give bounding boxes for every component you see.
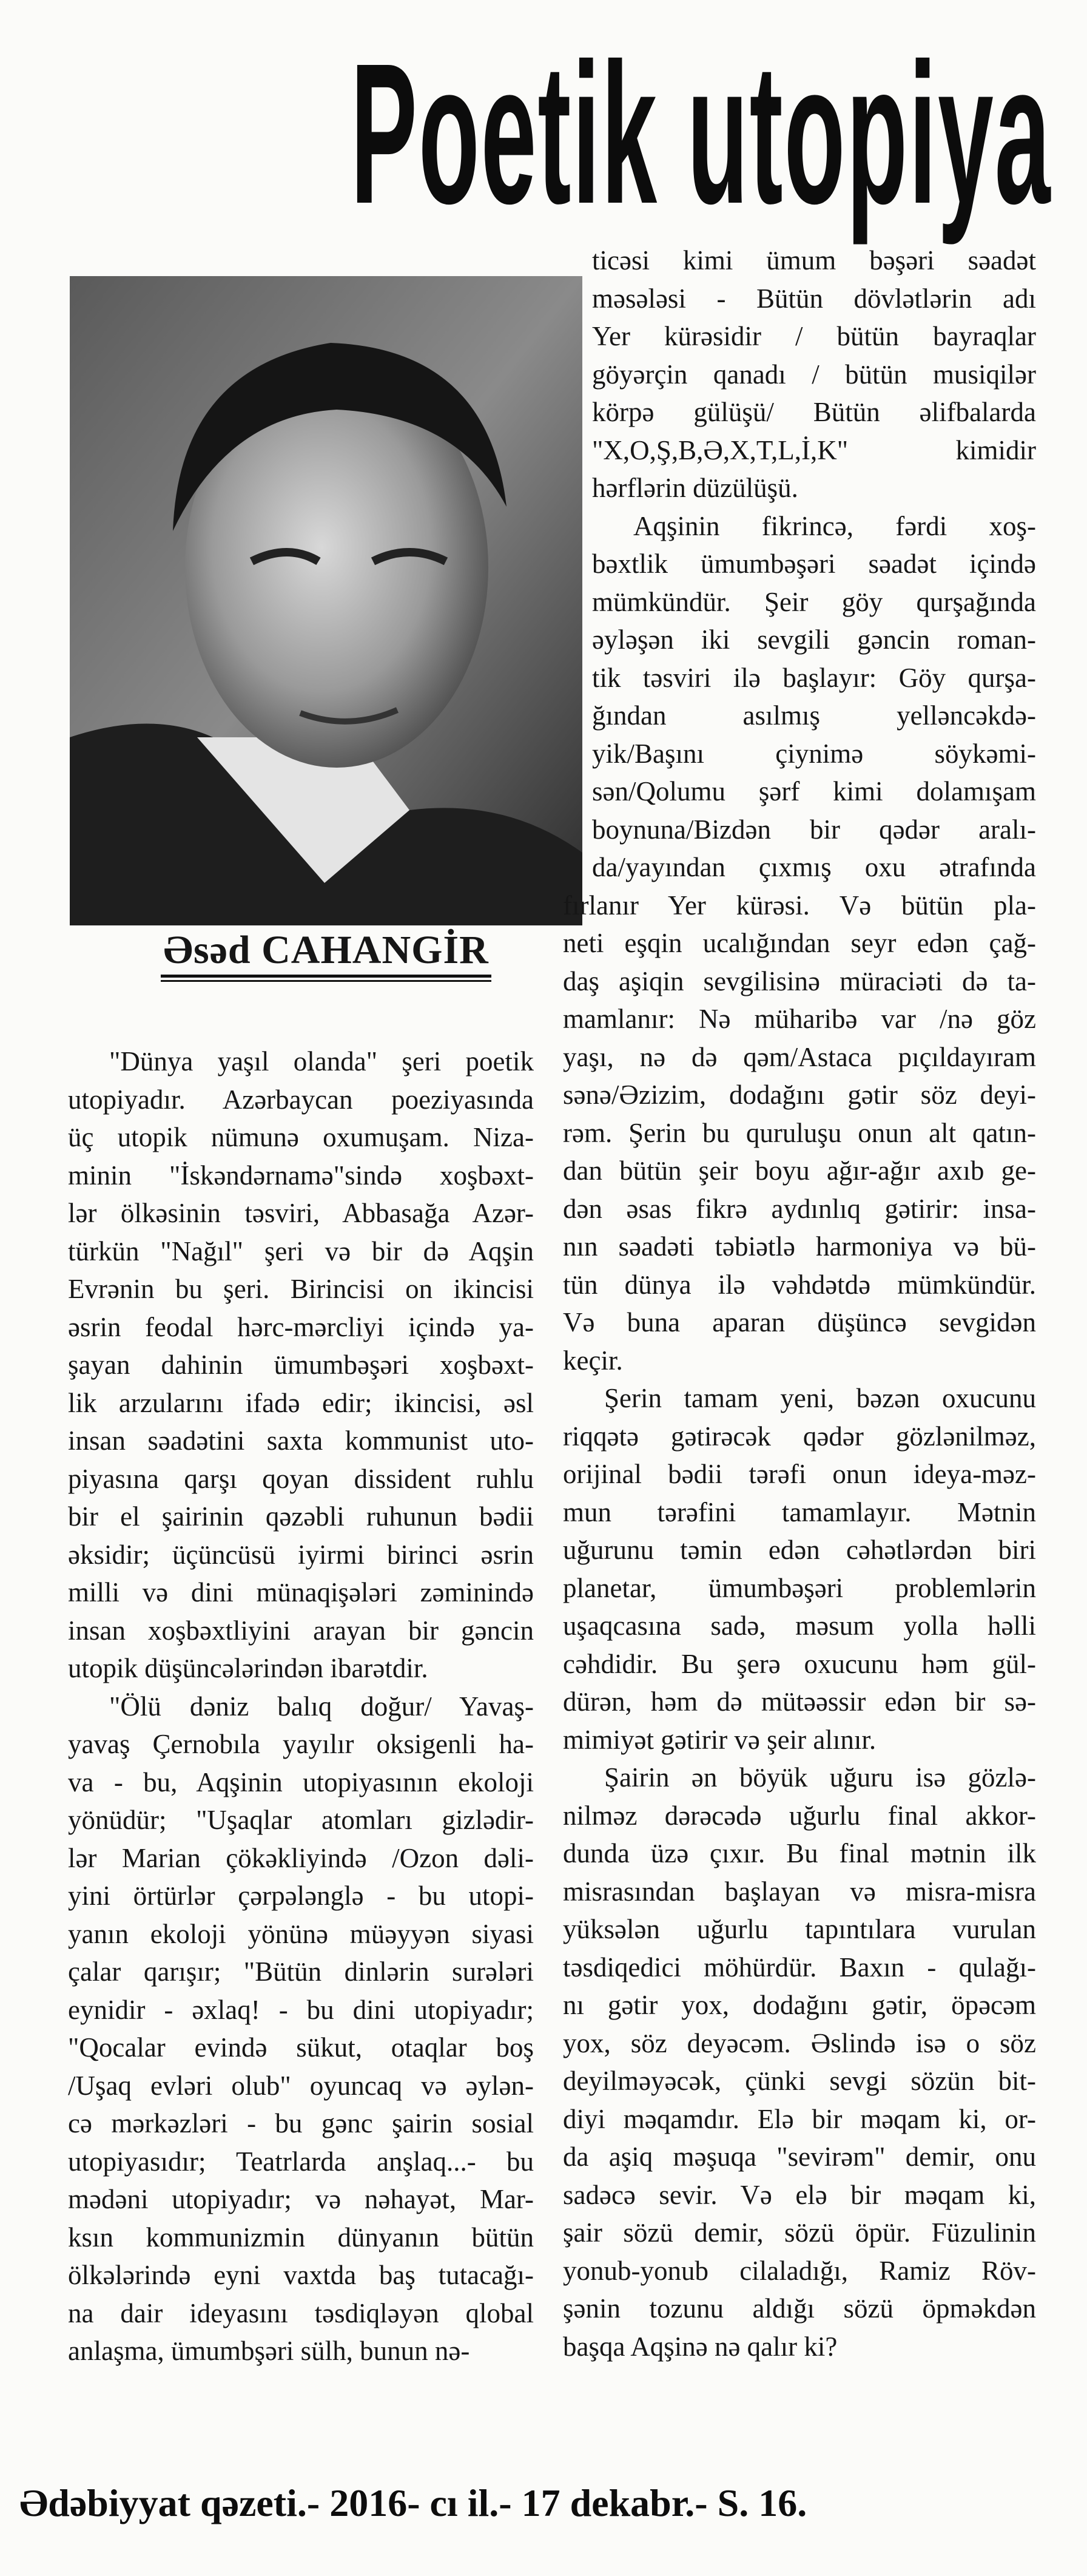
text-line: orijinal bədii tərəfi onun ideya-məz- — [563, 1459, 1036, 1489]
text-line: yavaş Çernobıla yayılır oksigenli ha- — [68, 1729, 534, 1759]
text-line: əsrin feodal hərc-mərcliyi içində ya- — [68, 1311, 534, 1342]
paragraph — [563, 507, 1036, 1380]
text-line: sadəcə sevir. Və elə bir məqam ki, — [563, 2179, 1036, 2210]
text-line: piyasına qarşı qoyan dissident ruhlu — [68, 1463, 534, 1494]
article-title — [0, 21, 1087, 245]
text-line: mimiyət gətirir və şeir alınır. — [563, 1724, 877, 1755]
text-line: ölkələrində eyni vaxtda baş tutacağı- — [68, 2260, 534, 2290]
text-line: çalar qarışır; "Bütün dinlərin surələri — [68, 1956, 534, 1987]
author-portrait-photo — [70, 276, 582, 925]
text-line: "X,O,Ş,B,Ə,X,T,L,İ,K" kimidir — [592, 434, 1036, 465]
text-line: keçir. — [563, 1345, 623, 1376]
text-line: yox, söz deyəcəm. Əslində isə o söz — [563, 2027, 1036, 2058]
text-line: Şerin tamam yeni, bəzən oxucunu — [604, 1383, 1036, 1413]
text-line: cə mərkəzləri - bu gənc şairin sosial — [68, 2108, 534, 2138]
paragraph — [563, 1759, 1036, 2365]
text-line: şənin tozunu aldığı sözü öpməkdən — [563, 2293, 1036, 2324]
portrait-icon — [70, 276, 582, 925]
text-line: Şairin ən böyük uğuru isə gözlə- — [604, 1762, 1036, 1793]
text-line: şayan dahinin ümumbəşəri xoşbəxt- — [68, 1350, 534, 1380]
text-line: cəhdidir. Bu şerə oxucunu həm gül- — [563, 1648, 1036, 1679]
text-line: anlaşma, ümumbşəri sülh, bunun nə- — [68, 2336, 470, 2366]
text-line: lər Marian çökəkliyində /Ozon dəli- — [68, 1842, 534, 1873]
paragraph — [563, 242, 1036, 507]
text-line: diyi məqamdır. Elə bir məqam ki, or- — [563, 2103, 1036, 2134]
text-line: dan bütün şeir boyu ağır-ağır axıb ge- — [563, 1155, 1036, 1186]
text-line: da aşiq məşuqa "sevirəm" demir, onu — [563, 2142, 1036, 2172]
text-line: ğından asılmış yelləncəkdə- — [592, 700, 1036, 731]
text-line: uğurunu təmin edən cəhətlərdən biri — [563, 1535, 1036, 1565]
text-line: dürən, həm də mütəəssir edən bir sə- — [563, 1686, 1036, 1717]
text-line: mun tərəfini tamamlayır. Mətnin — [563, 1496, 1036, 1527]
text-line: yonub-yonub cilaladığı, Ramiz Röv- — [563, 2255, 1036, 2286]
text-line: mümkündür. Şeir göy qurşağında — [592, 586, 1036, 617]
text-line: dunda üzə çıxır. Bu final mətnin ilk — [563, 1838, 1036, 1868]
text-line: körpə gülüşü/ Bütün əlifbalarda — [592, 397, 1036, 427]
text-line: tün dünya ilə vəhdətdə mümkündür. — [563, 1269, 1036, 1300]
text-line: riqqətə gətirəcək qədər gözlənilməz, — [563, 1421, 1036, 1452]
text-line: ticəsi kimi ümum bəşəri səadət — [592, 245, 1036, 276]
text-line: ksın kommunizmin dünyanın bütün — [68, 2222, 534, 2253]
text-line: minin "İskəndərnamə"sində xoşbəxt- — [68, 1160, 534, 1191]
text-line: "Dünya yaşıl olanda" şeri poetik — [109, 1046, 534, 1077]
text-line: utopiyadır. Azərbaycan poeziyasında — [68, 1084, 534, 1115]
text-line: misrasından başlayan və misra-misra — [563, 1876, 1036, 1907]
text-line: bir el şairinin qəzəbli ruhunun bədii — [68, 1501, 534, 1532]
text-line: yüksələn uğurlu tapıntılara vurulan — [563, 1914, 1036, 1944]
text-line: insan səadətini saxta kommunist uto- — [68, 1425, 534, 1456]
text-line: milli və dini münaqişələri zəminində — [68, 1577, 534, 1607]
text-line: yönüdür; "Uşaqlar atomları gizlədir- — [68, 1805, 534, 1835]
text-line: va - bu, Aqşinin utopiyasının ekoloji — [68, 1766, 534, 1797]
publication-citation: Ədəbiyyat qəzeti.- 2016- cı il.- 17 dekabr.- S. 16. — [19, 2481, 807, 2524]
article-title-text: Poetik utopiya — [350, 21, 1052, 245]
text-line: türkün "Nağıl" şeri və bir də Aqşin — [68, 1236, 534, 1266]
paragraph — [68, 1688, 534, 2370]
text-line: yini örtürlər çərpələnglə - bu utopi- — [68, 1881, 534, 1911]
author-byline — [70, 927, 582, 978]
text-line: əksidir; üçüncüsü iyirmi birinci əsrin — [68, 1539, 534, 1570]
text-line: /Uşaq evləri olub" oyuncaq və əylən- — [68, 2070, 534, 2101]
text-line: lər ölkəsinin təsviri, Abbasağa Azər- — [68, 1198, 534, 1228]
right-text-column — [563, 242, 1036, 2365]
text-line: uşaqcasına sadə, məsum yolla həlli — [563, 1611, 1036, 1641]
text-line: sənə/Əzizim, dodağını gətir söz deyi- — [563, 1080, 1036, 1110]
text-line: neti eşqin ucalığından seyr edən çağ- — [563, 928, 1036, 958]
text-line: göyərçin qanadı / bütün musiqilər — [592, 359, 1036, 390]
text-line: utopiyasıdır; Teatrlarda anşlaq...- bu — [68, 2146, 534, 2177]
text-line: eynidir - əxlaq! - bu dini utopiyadır; — [68, 1994, 534, 2025]
text-line: na dair ideyasını təsdiqləyən qlobal — [68, 2297, 534, 2328]
text-line: nı gətir yox, dodağını gətir, öpəcəm — [563, 1990, 1036, 2020]
text-line: rəm. Şerin bu quruluşu onun alt qatın- — [563, 1117, 1036, 1148]
text-line: məsələsi - Bütün dövlətlərin adı — [592, 283, 1036, 314]
text-line: Və buna aparan düşüncə sevgidən — [563, 1307, 1036, 1337]
text-line: Evrənin bu şeri. Birincisi on ikincisi — [68, 1274, 534, 1304]
text-line: da/yayından çıxmış oxu ətrafında — [592, 852, 1036, 882]
text-line: şair sözü demir, sözü öpür. Füzulinin — [563, 2217, 1036, 2248]
text-line: təsdiqedici möhürdür. Baxın - qulağı- — [563, 1952, 1036, 1983]
text-line: fırlanır Yer kürəsi. Və bütün pla- — [563, 890, 1036, 921]
text-line: boynuna/Bizdən bir qədər aralı- — [592, 814, 1036, 845]
text-line: yik/Başını çiynimə söykəmi- — [592, 738, 1036, 769]
text-line: başqa Aqşinə nə qalır ki? — [563, 2331, 838, 2362]
text-line: üç utopik nümunə oxumuşam. Niza- — [68, 1122, 534, 1152]
text-line: "Ölü dəniz balıq doğur/ Yavaş- — [109, 1691, 534, 1722]
text-line: bəxtlik ümumbəşəri səadət içində — [592, 549, 1036, 579]
left-text-column — [68, 1043, 534, 2370]
text-line: hərflərin düzülüşü. — [592, 473, 798, 503]
text-line: insan xoşbəxtliyini arayan bir gəncin — [68, 1615, 534, 1646]
text-line: mamlanır: Nə müharibə var /nə göz — [563, 1004, 1036, 1034]
paragraph — [563, 1379, 1036, 1759]
text-line: utopik düşüncələrindən ibarətdir. — [68, 1653, 428, 1683]
text-line: tik təsviri ilə başlayır: Göy qurşa- — [592, 662, 1036, 693]
text-line: yanın ekoloji yönünə müəyyən siyasi — [68, 1918, 534, 1949]
text-line: əyləşən iki sevgili gəncin roman- — [592, 624, 1036, 655]
text-line: lik arzularını ifadə edir; ikincisi, əsl — [68, 1387, 534, 1418]
text-line: daş aşiqin sevgilisinə müraciəti də ta- — [563, 965, 1036, 996]
text-line: nın səadəti təbiətlə harmoniya və bü- — [563, 1231, 1036, 1262]
text-line: mədəni utopiyadır; və nəhayət, Mar- — [68, 2184, 534, 2214]
text-line: nilməz dərəcədə uğurlu final akkor- — [563, 1800, 1036, 1831]
text-line: yaşı, nə də qəm/Astaca pıçıldayıram — [563, 1041, 1036, 1072]
text-line: Yer kürəsidir / bütün bayraqlar — [592, 321, 1036, 351]
text-line: Aqşinin fikrincə, fərdi xoş- — [633, 510, 1036, 541]
author-name: Əsəd CAHANGİR — [161, 927, 491, 978]
text-line: sən/Qolumu şərf kimi dolamışam — [592, 776, 1036, 806]
text-line: dən əsas fikrə aydınlıq gətirir: insa- — [563, 1193, 1036, 1224]
text-line: planetar, ümumbəşəri problemlərin — [563, 1572, 1036, 1603]
paragraph — [68, 1043, 534, 1688]
text-line: deyilməyəcək, çünki sevgi sözün bit- — [563, 2066, 1036, 2096]
text-line: "Qocalar evində sükut, otaqlar boş — [68, 2032, 534, 2063]
